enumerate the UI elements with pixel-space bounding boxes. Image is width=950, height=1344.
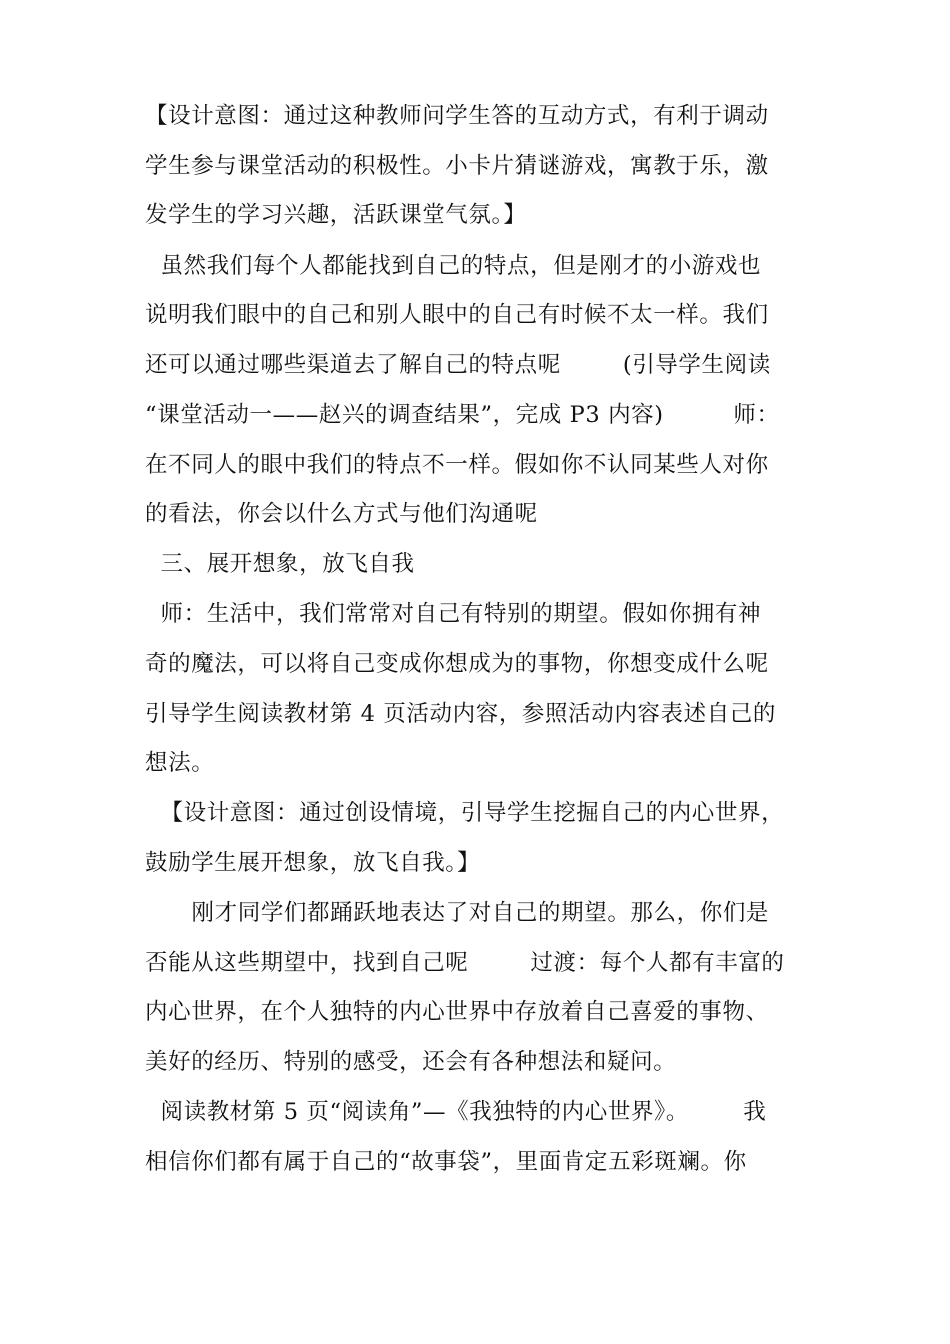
text-line: 否能从这些期望中，找到自己呢 过渡：每个人都有丰富的: [145, 950, 785, 976]
text-line: 还可以通过哪些渠道去了解自己的特点呢 (引导学生阅读: [145, 352, 771, 378]
text-line: 内心世界，在个人独特的内心世界中存放着自己喜爱的事物、: [145, 999, 769, 1025]
text-line: 引导学生阅读教材第 4 页活动内容，参照活动内容表述自己的: [145, 701, 777, 727]
text-line: 鼓励学生展开想象，放飞自我。】: [145, 850, 481, 876]
text-line: 相信你们都有属于自己的“故事袋”，里面肯定五彩斑斓。你: [145, 1149, 747, 1175]
text-line: 在不同人的眼中我们的特点不一样。假如你不认同某些人对你: [145, 452, 769, 478]
section-heading: 三、展开想象，放飞自我: [145, 551, 415, 577]
text-line: 奇的魔法，可以将自己变成你想成为的事物，你想变成什么呢: [145, 651, 769, 677]
text-line: 学生参与课堂活动的积极性。小卡片猜谜游戏，寓教于乐，激: [145, 153, 769, 179]
text-line: 虽然我们每个人都能找到自己的特点，但是刚才的小游戏也: [145, 253, 762, 279]
text-line: 师：生活中，我们常常对自己有特别的期望。假如你拥有神: [145, 601, 762, 627]
text-line: 说明我们眼中的自己和别人眼中的自己有时候不太一样。我们: [145, 302, 769, 328]
text-line: 美好的经历、特别的感受，还会有各种想法和疑问。: [145, 1049, 677, 1075]
text-line: 想法。: [145, 750, 215, 776]
text-line: 阅读教材第 5 页“阅读角”—《我独特的内心世界》。 我: [145, 1099, 767, 1125]
text-line: 的看法，你会以什么方式与他们沟通呢: [145, 501, 538, 527]
text-line: 【设计意图：通过这种教师问学生答的互动方式，有利于调动: [145, 103, 769, 129]
text-line: 发学生的学习兴趣，活跃课堂气氛。】: [145, 202, 527, 228]
text-line: 刚才同学们都踊跃地表达了对自己的期望。那么，你们是: [145, 900, 770, 926]
text-line: “课堂活动一——赵兴的调查结果”，完成 P3 内容) 师：: [145, 402, 780, 428]
text-line: 【设计意图：通过创设情境，引导学生挖掘自己的内心世界，: [145, 800, 785, 826]
